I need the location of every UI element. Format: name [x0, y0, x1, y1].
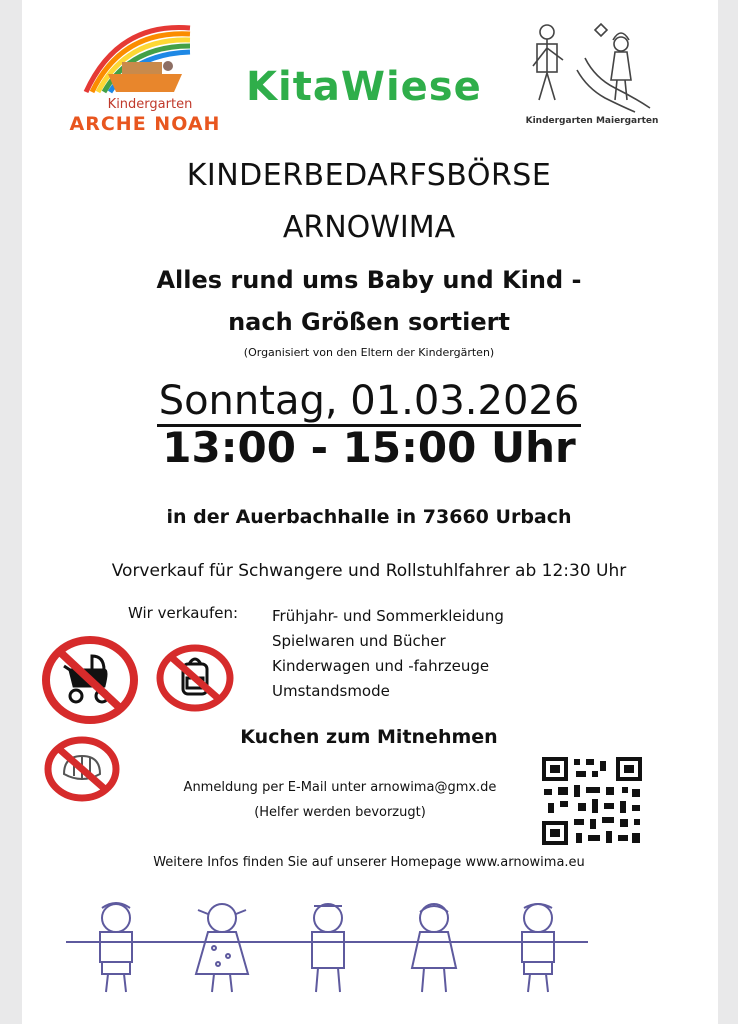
event-time: 13:00 - 15:00 Uhr: [162, 423, 576, 472]
kids-on-path-drawing-icon: [525, 18, 655, 113]
more-info-note: Weitere Infos finden Sie auf unserer Homepage www.arnowima.eu: [153, 855, 585, 870]
sales-item: Spielwaren und Bücher: [272, 632, 446, 650]
sales-list: [272, 604, 504, 704]
sales-item: Umstandsmode: [272, 682, 390, 700]
presale-note: Vorverkauf für Schwangere und Rollstuhlfahrer ab 12:30 Uhr: [111, 561, 627, 581]
no-stroller-icon: [42, 636, 138, 724]
sales-item: Kinderwagen und -fahrzeuge: [272, 657, 490, 675]
qr-code-icon[interactable]: [542, 757, 642, 845]
arche-noah-logo-icon: [78, 22, 196, 98]
maiergarten-label: Kindergarten Maiergarten: [525, 116, 659, 126]
sales-item: Frühjahr- und Sommerkleidung: [272, 607, 504, 625]
organizer-note: (Organisiert von den Eltern der Kindergärten): [243, 346, 495, 359]
registration-note: Anmeldung per E-Mail unter arnowima@gmx.de: [183, 780, 497, 795]
event-location: in der Auerbachhalle in 73660 Urbach: [166, 506, 572, 528]
kita-wiese-logo: KitaWiese: [246, 64, 482, 110]
subtitle-line2: nach Größen sortiert: [228, 308, 510, 336]
arche-noah-label: Kindergarten: [107, 97, 193, 112]
no-backpack-icon: [156, 644, 234, 712]
sales-label: Wir verkaufen:: [128, 604, 239, 622]
children-holding-hands-drawing-icon: [62, 898, 592, 998]
main-title-line2: ARNOWIMA: [282, 210, 456, 245]
subtitle-line1: Alles rund ums Baby und Kind -: [156, 266, 582, 294]
helpers-note: (Helfer werden bevorzugt): [254, 805, 426, 820]
main-title-line1: KINDERBEDARFSBÖRSE: [186, 158, 552, 193]
arche-noah-name: ARCHE NOAH: [69, 113, 221, 135]
event-date: [0, 378, 738, 424]
cake-note: Kuchen zum Mitnehmen: [240, 726, 498, 748]
event-date-text: Sonntag, 01.03.2026: [157, 378, 582, 427]
